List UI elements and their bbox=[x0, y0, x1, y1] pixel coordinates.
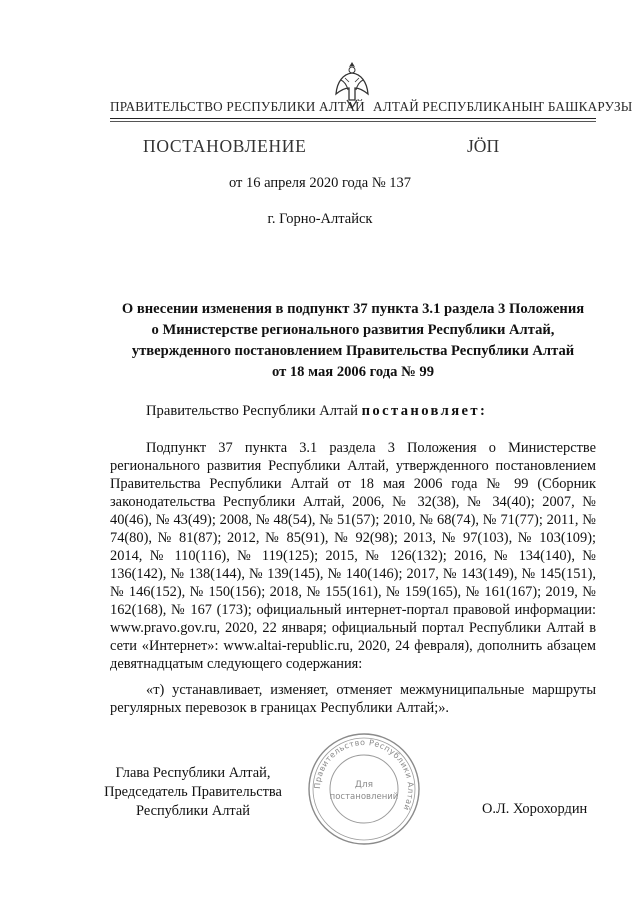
header-rule bbox=[110, 118, 596, 119]
round-seal-icon bbox=[307, 732, 421, 846]
header-rule-thin bbox=[110, 121, 596, 122]
amendment-paragraph: «т) устанавливает, изменяет, отменяет межмуниципальные маршруты регулярных перевозок в границах Республики Алтай;». bbox=[110, 682, 596, 716]
decree-prefix: Правительство Республики Алтай bbox=[146, 403, 362, 419]
seal-center-line1: Для bbox=[354, 780, 374, 790]
position-line: Республики Алтай bbox=[136, 803, 250, 819]
seal-center-line2: постановлений bbox=[329, 792, 399, 802]
document-title bbox=[110, 299, 596, 383]
title-line: от 18 мая 2006 года № 99 bbox=[271, 364, 435, 380]
decree-line bbox=[146, 403, 487, 420]
position-line: Глава Республики Алтай, bbox=[115, 765, 271, 781]
decree-word: постановляет: bbox=[361, 403, 488, 419]
city: г. Горно-Алтайск bbox=[267, 211, 373, 227]
title-line: утвержденного постановлением Правительства Республики Алтай bbox=[131, 343, 575, 359]
signatory-name: О.Л. Хорохордин bbox=[482, 801, 588, 817]
doc-type-altai: JӦП bbox=[467, 136, 500, 156]
position-line: Председатель Правительства bbox=[104, 784, 282, 800]
signatory-position bbox=[82, 764, 304, 821]
header-left-title: ПРАВИТЕЛЬСТВО РЕСПУБЛИКИ АЛТАЙ bbox=[110, 99, 365, 114]
doc-type: ПОСТАНОВЛЕНИЕ bbox=[143, 136, 307, 156]
title-line: о Министерстве регионального развития Республики Алтай, bbox=[151, 322, 555, 338]
date-line: от 16 апреля 2020 года № 137 bbox=[228, 175, 412, 191]
header-right-title: АЛТАЙ РЕСПУБЛИКАНЫҤ БАШКАРУЗЫ bbox=[373, 99, 633, 114]
seal-ring-text: Правительство Республики Алтай bbox=[312, 737, 416, 813]
title-line: О внесении изменения в подпункт 37 пункта 3.1 раздела 3 Положения bbox=[121, 301, 585, 317]
body-paragraph: Подпункт 37 пункта 3.1 раздела 3 Положения о Министерстве регионального развития Республики Алтай, утвержденного постановлением Правительства Республики Алтай от 18 мая 2006 года № 99 (Сборник законодательства Республики Алтай, 2006, № 32(38), № 34(40); 2007, № 40(46), № 43(49); 2008, № 48(54), № 51(57); 2010, № 68(74), № 71(77); 2011, № 74(80), № 81(87); 2012, № 85(91), № 92(98); 2013, № 97(103), № 103(109); 2014, № 110(116), № 119(125); 2015, № 126(132); 2016, № 134(140), № 136(142), № 138(144), № 139(145), № 140(146); 2017, № 143(149), № 145(151), № 146(152), № 150(156); 2018, № 155(161), № 159(165), № 161(167); 2019, № 162(168), № 167 (173); официальный интернет-портал правовой информации: www.pravo.gov.ru, 2020, 22 января; официальный портал Республики Алтай в сети «Интернет»: www.altai-republic.ru, 2020, 24 февраля), дополнить абзацем девятнадцатым следующего содержания: bbox=[110, 440, 596, 672]
